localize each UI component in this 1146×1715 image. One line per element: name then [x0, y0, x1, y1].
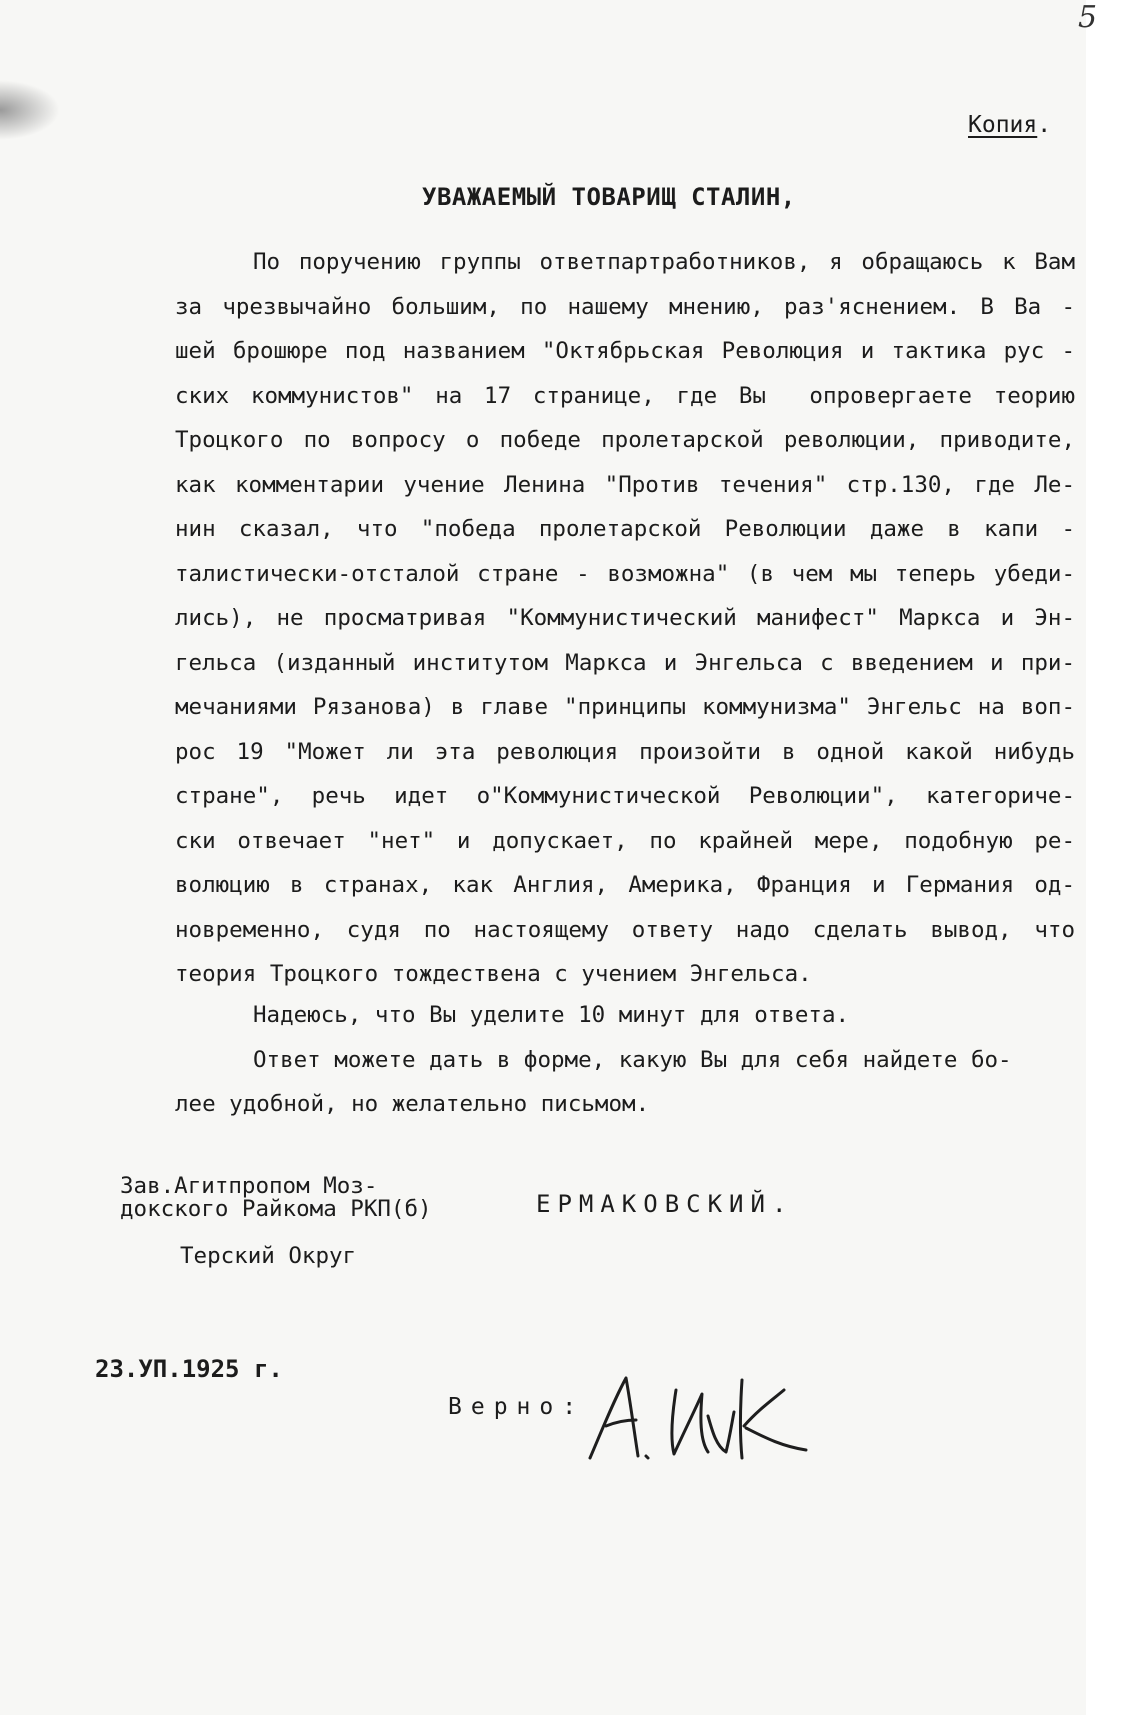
- salutation: УВАЖАЕМЫЙ ТОВАРИЩ СТАЛИН,: [422, 183, 796, 211]
- body-line: стране", речь идет о"Коммунистической Революции", категориче-: [175, 783, 1075, 809]
- body-line: мечаниями Рязанова) в главе "принципы коммунизма" Энгельс на воп-: [175, 694, 1075, 720]
- letter-date: 23.УП.1925 г.: [95, 1355, 283, 1383]
- body-line: нин сказал, что "победа пролетарской Революции даже в капи -: [175, 516, 1075, 542]
- position-line: Зав.Агитпропом Моз-: [120, 1173, 378, 1199]
- letter-body: [175, 240, 1075, 997]
- body-line: рос 19 "Может ли эта революция произойти в одной какой нибудь: [175, 738, 1075, 765]
- body-line: ски отвечает "нет" и допускает, по крайней мере, подобную ре-: [175, 827, 1075, 854]
- copy-mark: [968, 112, 1051, 138]
- closing-line: Надеюсь, что Вы уделите 10 минут для ответа.: [253, 1002, 850, 1028]
- body-line: как комментарии учение Ленина "Против течения" стр.130, где Ле-: [175, 471, 1075, 498]
- verify-label: Верно:: [448, 1394, 586, 1420]
- copy-mark-dot: .: [1037, 112, 1052, 138]
- handwritten-signature: [580, 1360, 820, 1470]
- body-line: лись), не просматривая "Коммунистический манифест" Маркса и Эн-: [175, 605, 1075, 631]
- closing-line: лее удобной, но желательно письмом.: [175, 1091, 650, 1117]
- body-line: волюцию в странах, как Англия, Америка, Франция и Германия од-: [175, 872, 1075, 898]
- body-line: новременно, судя по настоящему ответу надо сделать вывод, что: [175, 916, 1075, 943]
- sender-position: [120, 1175, 432, 1221]
- body-line: Троцкого по вопросу о победе пролетарской революции, приводите,: [175, 427, 1075, 453]
- body-line: ских коммунистов" на 17 странице, где Вы опровергаете теорию: [175, 382, 1075, 409]
- archive-page-number: 5: [1078, 0, 1098, 35]
- copy-mark-word: Копия: [968, 112, 1038, 138]
- body-line: за чрезвычайно большим, по нашему мнению, раз'яснением. В Ва -: [175, 293, 1075, 320]
- body-line: теория Троцкого тождествена с учением Энгельса.: [175, 961, 812, 987]
- closing-line: Ответ можете дать в форме, какую Вы для себя найдете бо-: [253, 1046, 1012, 1073]
- district-name: Терский Округ: [180, 1243, 357, 1269]
- scan-margin: [1086, 0, 1146, 1715]
- body-line: шей брошюре под названием "Октябрьская Революция и тактика рус -: [175, 338, 1075, 364]
- body-line: гельса (изданный институтом Маркса и Энгельса с введением и при-: [175, 649, 1075, 676]
- letter-closing: [175, 993, 1075, 1127]
- position-line: докского Райкома РКП(б): [120, 1196, 432, 1222]
- scan-punch-shadow: [0, 80, 60, 140]
- body-line: талистически-отсталой стране - возможна" (в чем мы теперь убеди-: [175, 560, 1075, 587]
- author-name: ЕРМАКОВСКИЙ.: [536, 1190, 794, 1218]
- body-line: По поручению группы ответпартработников, я обращаюсь к Вам: [253, 249, 1075, 275]
